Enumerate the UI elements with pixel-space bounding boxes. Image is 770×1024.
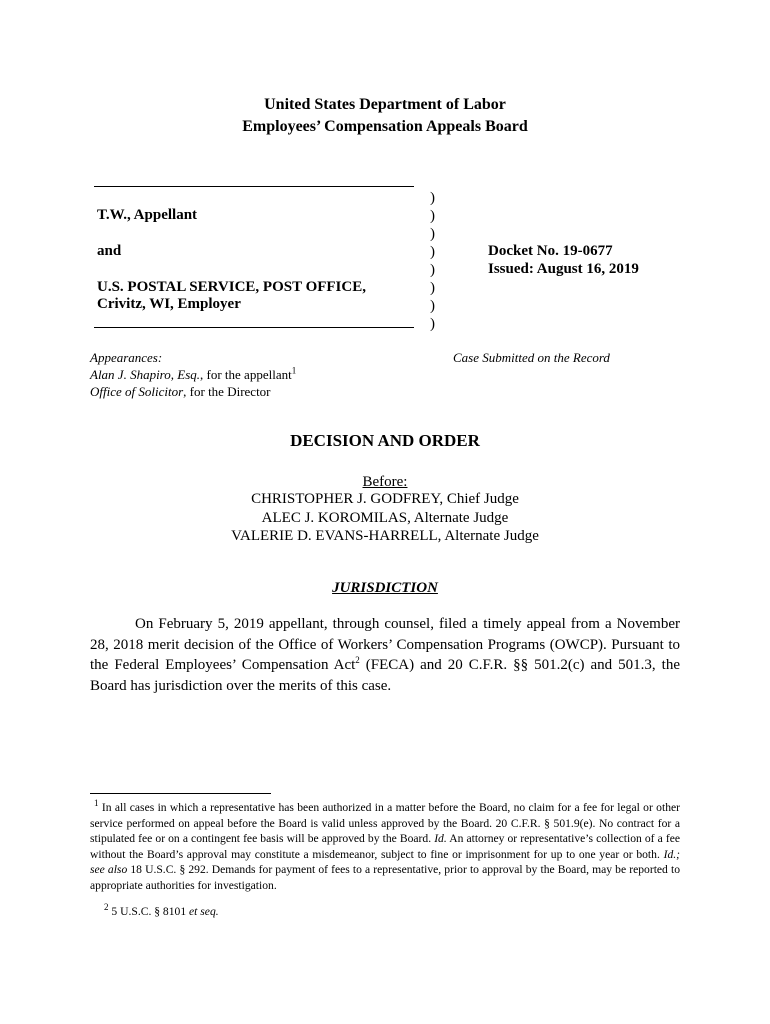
caption-bottom-rule [94,327,414,328]
footnote-separator [90,793,271,794]
caption-and: and [97,243,122,259]
footnote-ref-2: 2 [355,655,360,665]
caption-paren: ) [430,298,435,314]
issued-date: Issued: August 16, 2019 [488,261,639,277]
footnote-1-number: 1 [94,798,99,809]
footnote-2 [104,904,219,920]
caption-paren: ) [430,190,435,206]
director-counsel: Office of Solicitor [90,384,184,399]
decision-title: DECISION AND ORDER [290,431,480,450]
footnote-1-text-c: 18 U.S.C. § 292. Demands for payment of fees to a representative, prior to approval by the Board, may be reported to appropriate authorities for investigation. [90,863,680,892]
footnote-ref-1: 1 [291,365,297,376]
footnote-1-text-a: In all cases in which a representative has been authorized in a matter before the Board, no claim for a fee for legal or other service performed on appeal before the Board is valid unless approved by the Board. 20 C.F.R. § 501.9(e). No contract for a stipulated fee or on a contingent fee basis will be approved by the Board. [90,801,680,845]
jurisdiction-paragraph [90,614,680,696]
caption-paren: ) [430,280,435,296]
footnote-1-id: Id. [434,832,447,845]
appearances-label: Appearances: [90,350,163,365]
appellant-counsel: Alan J. Shapiro, Esq. [90,367,201,382]
appellant-counsel-role: , for the appellant [200,367,292,382]
docket-number: Docket No. 19-0677 [488,243,613,259]
caption-paren: ) [430,262,435,278]
caption-paren: ) [430,208,435,224]
jurisdiction-text-1: On February 5, 2019 appellant, through counsel, filed a timely appeal from a November 28, 2018 merit decision of the Office of Workers’ Compensation Programs (OWCP). Pursuant to the Federal Employees’ Compensation Act [90,616,680,673]
judge-alternate-2: VALERIE D. EVANS-HARRELL, Alternate Judge [231,528,539,544]
director-counsel-role: , for the Director [183,384,271,399]
footnote-1 [90,800,680,893]
caption-top-rule [94,186,414,187]
judge-chief: CHRISTOPHER J. GODFREY, Chief Judge [251,491,519,507]
footnote-2-text: 5 U.S.C. § 8101 [108,905,190,918]
case-submitted: Case Submitted on the Record [453,350,610,365]
footnote-2-et-seq: et seq. [189,905,219,918]
footnote-1-text-b: An attorney or representative’s collection of a fee without the Board’s approval may constitute a misdemeanor, subject to fine or imprisonment for up to one year or both. [90,832,681,861]
appellant-counsel-line [90,366,296,383]
caption-paren: ) [430,244,435,260]
employer-line-2: Crivitz, WI, Employer [97,296,241,312]
before-label: Before: [362,474,408,490]
judge-alternate-1: ALEC J. KOROMILAS, Alternate Judge [261,510,509,526]
appellant-name: T.W., Appellant [97,207,198,223]
director-counsel-line [90,383,271,400]
employer-line-1: U.S. POSTAL SERVICE, POST OFFICE, [97,279,366,295]
board-title: Employees’ Compensation Appeals Board [242,118,528,135]
agency-title: United States Department of Labor [264,96,506,113]
jurisdiction-heading: JURISDICTION [332,580,438,596]
caption-paren: ) [430,316,435,332]
footnote-2-number: 2 [104,902,109,913]
footnote-1-see-also: Id.; see also [90,847,680,876]
jurisdiction-text-2: (FECA) and 20 C.F.R. §§ 501.2(c) and 501.3, the Board has jurisdiction over the merits of this case. [90,657,680,694]
caption-paren: ) [430,226,435,242]
